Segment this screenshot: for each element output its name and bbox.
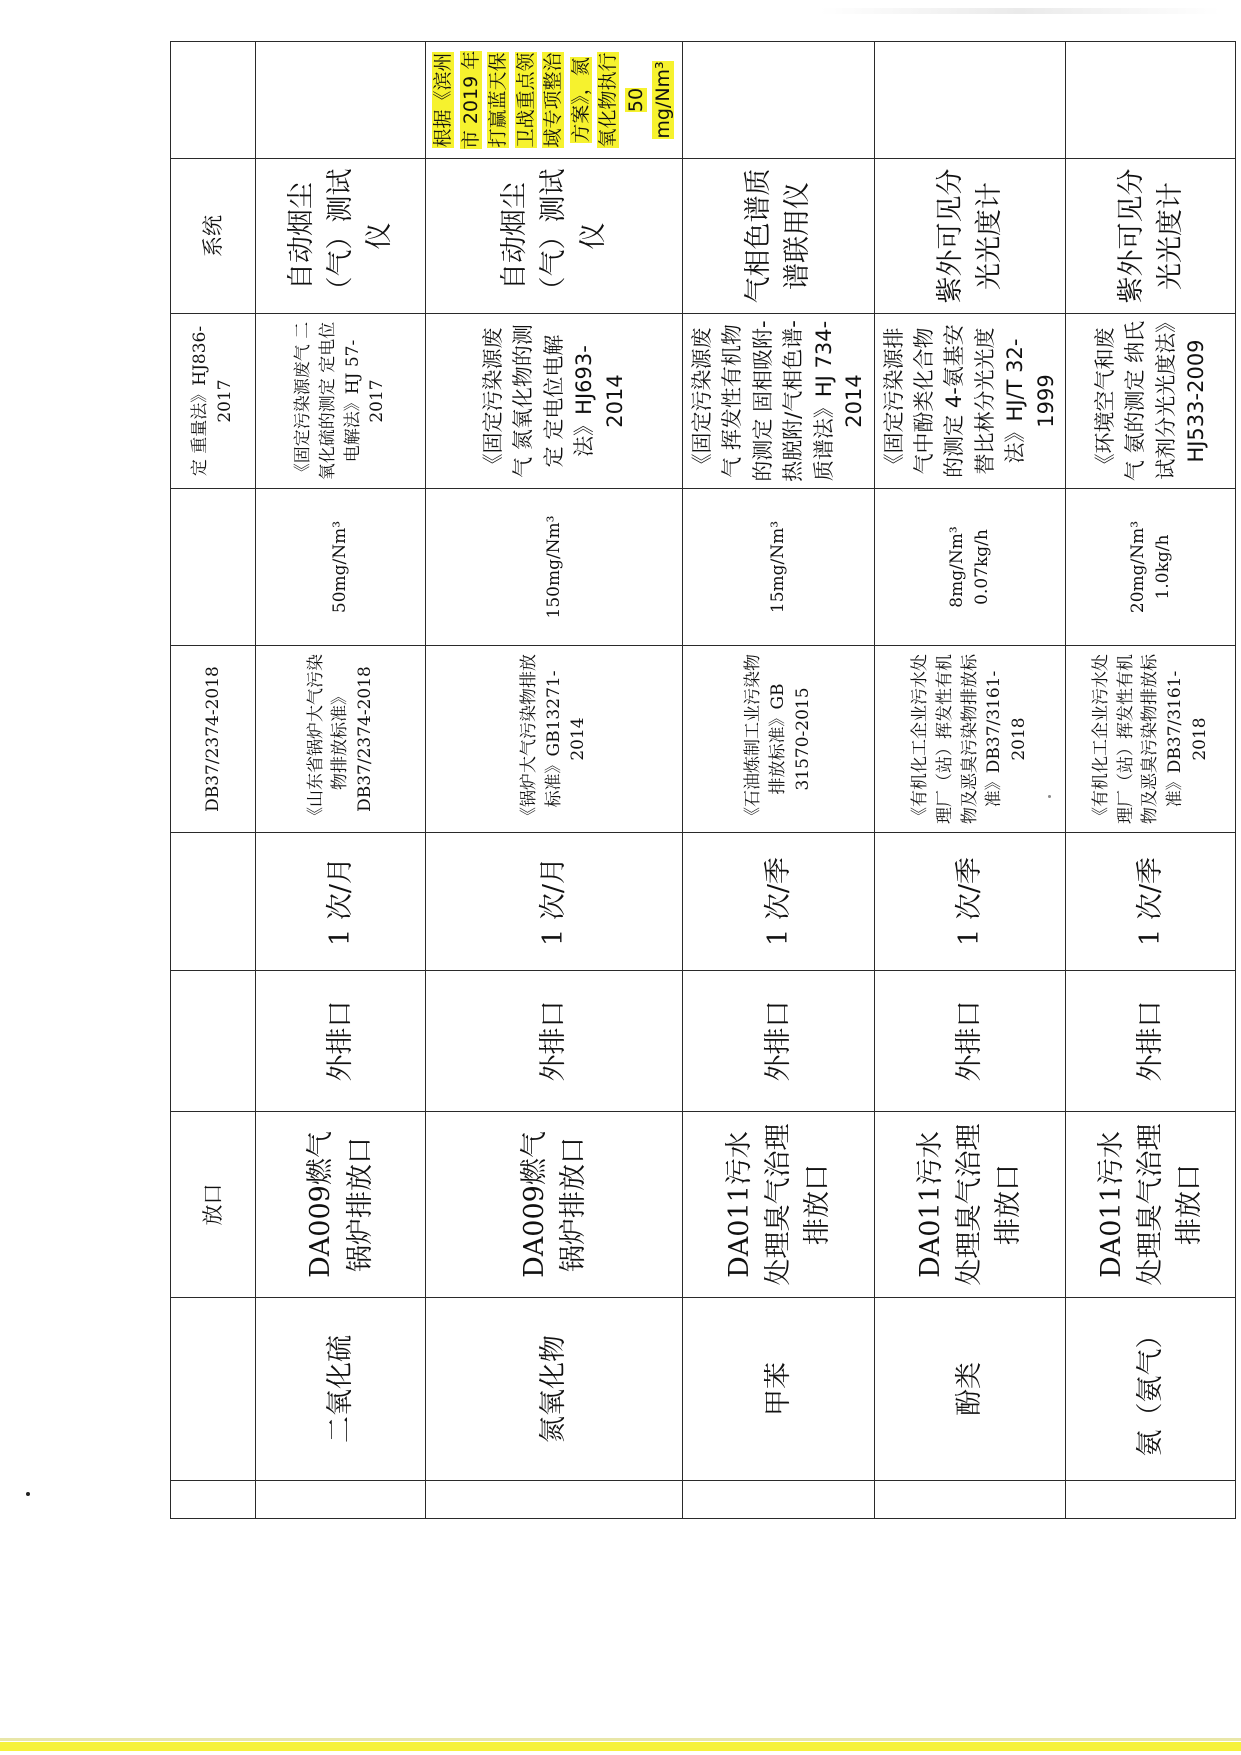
location-cell: 外排口	[256, 971, 426, 1112]
limit-value: 8mg/Nm³	[947, 526, 968, 608]
row-index-cell	[1066, 1481, 1236, 1519]
header-cell-instrument: 系统	[171, 159, 256, 314]
limit-value: 50mg/Nm³	[330, 520, 351, 614]
scan-edge-bottom	[0, 1742, 1241, 1751]
pollutant-cell: 氨（氨气）	[1066, 1298, 1236, 1481]
header-cell-standard: DB37/2374-2018	[171, 646, 256, 833]
outlet-cell: DA009燃气锅炉排放口	[256, 1112, 426, 1298]
pollutant-cell: 氮氧化物	[426, 1298, 683, 1481]
highlighted-note: 根据《滨州市 2019 年打赢蓝天保卫战重点领域专项整治方案》，氮氧化物执行 50 mg/Nm³	[432, 50, 675, 150]
header-cell-note	[171, 42, 256, 159]
note-cell	[256, 42, 426, 159]
pollutant-cell: 二氧化硫	[256, 1298, 426, 1481]
note-cell	[682, 42, 874, 159]
note-cell	[426, 42, 683, 159]
rotated-page	[170, 42, 1210, 1519]
monitoring-table	[170, 41, 1236, 1519]
header-cell-method: 定 重量法》HJ836-2017	[171, 314, 256, 489]
limit-cell	[874, 489, 1066, 646]
table-row	[682, 42, 874, 1519]
header-cell-index	[171, 1481, 256, 1519]
note-cell	[874, 42, 1066, 159]
scan-edge-shadow	[0, 1738, 1241, 1741]
limit-rate: 1.0kg/h	[1152, 534, 1173, 600]
header-cell-limit	[171, 489, 256, 646]
location-cell: 外排口	[426, 971, 683, 1112]
frequency-cell: 1 次/季	[874, 833, 1066, 971]
instrument-cell: 紫外可见分光光度计	[1066, 159, 1236, 314]
limit-cell	[426, 489, 683, 646]
frequency-cell: 1 次/月	[426, 833, 683, 971]
method-cell: 《固定污染源废气 氮氧化物的测定 定电位电解法》HJ693-2014	[426, 314, 683, 489]
outlet-cell: DA009燃气锅炉排放口	[426, 1112, 683, 1298]
table-row	[874, 42, 1066, 1519]
frequency-cell: 1 次/季	[1066, 833, 1236, 971]
table-row	[256, 42, 426, 1519]
limit-value: 15mg/Nm³	[767, 520, 788, 614]
standard-cell: 《有机化工企业污水处理厂（站）挥发性有机物及恶臭污染物排放标准》DB37/3161-2018	[1066, 646, 1236, 833]
outlet-cell: DA011污水处理臭气治理排放口	[682, 1112, 874, 1298]
standard-cell: 《有机化工企业污水处理厂（站）挥发性有机物及恶臭污染物排放标准》DB37/3161-2018	[874, 646, 1066, 833]
frequency-cell: 1 次/月	[256, 833, 426, 971]
table-row	[426, 42, 683, 1519]
instrument-cell: 自动烟尘（气）测试仪	[426, 159, 683, 314]
location-cell: 外排口	[1066, 971, 1236, 1112]
outlet-cell: DA011污水处理臭气治理排放口	[874, 1112, 1066, 1298]
header-cell-frequency	[171, 833, 256, 971]
limit-value: 20mg/Nm³	[1128, 520, 1149, 614]
method-cell: 《固定污染源废气 挥发性有机物的测定 固相吸附-热脱附/气相色谱-质谱法》HJ 734-2014	[682, 314, 874, 489]
row-index-cell	[682, 1481, 874, 1519]
location-cell: 外排口	[874, 971, 1066, 1112]
outlet-cell: DA011污水处理臭气治理排放口	[1066, 1112, 1236, 1298]
limit-cell	[682, 489, 874, 646]
pollutant-cell: 甲苯	[682, 1298, 874, 1481]
method-cell: 《固定污染源废气 二氧化硫的测定 定电位电解法》HJ 57-2017	[256, 314, 426, 489]
frequency-cell: 1 次/季	[682, 833, 874, 971]
scan-edge-top	[820, 8, 1220, 14]
instrument-cell: 自动烟尘（气）测试仪	[256, 159, 426, 314]
method-cell: 《固定污染源排气中酚类化合物的测定 4-氨基安替比林分光光度法》HJ/T 32-1999	[874, 314, 1066, 489]
table-header-row	[171, 42, 256, 1519]
pollutant-cell: 酚类	[874, 1298, 1066, 1481]
header-cell-outlet: 放口	[171, 1112, 256, 1298]
instrument-cell: 紫外可见分光光度计	[874, 159, 1066, 314]
standard-cell: 《锅炉大气污染物排放标准》GB13271-2014	[426, 646, 683, 833]
row-index-cell	[256, 1481, 426, 1519]
limit-value: 150mg/Nm³	[543, 515, 564, 619]
standard-cell: 《山东省锅炉大气污染物排放标准》DB37/2374-2018	[256, 646, 426, 833]
table-row	[1066, 42, 1236, 1519]
location-cell: 外排口	[682, 971, 874, 1112]
limit-rate: 0.07kg/h	[971, 529, 992, 605]
header-cell-pollutant	[171, 1298, 256, 1481]
limit-cell	[256, 489, 426, 646]
row-index-cell	[426, 1481, 683, 1519]
method-cell: 《环境空气和废气 氨的测定 纳氏试剂分光光度法》HJ533-2009	[1066, 314, 1236, 489]
row-index-cell	[874, 1481, 1066, 1519]
instrument-cell: 气相色谱质谱联用仪	[682, 159, 874, 314]
limit-cell	[1066, 489, 1236, 646]
header-cell-location	[171, 971, 256, 1112]
scan-speck	[26, 1492, 30, 1496]
note-cell	[1066, 42, 1236, 159]
standard-cell: 《石油炼制工业污染物排放标准》GB 31570-2015	[682, 646, 874, 833]
